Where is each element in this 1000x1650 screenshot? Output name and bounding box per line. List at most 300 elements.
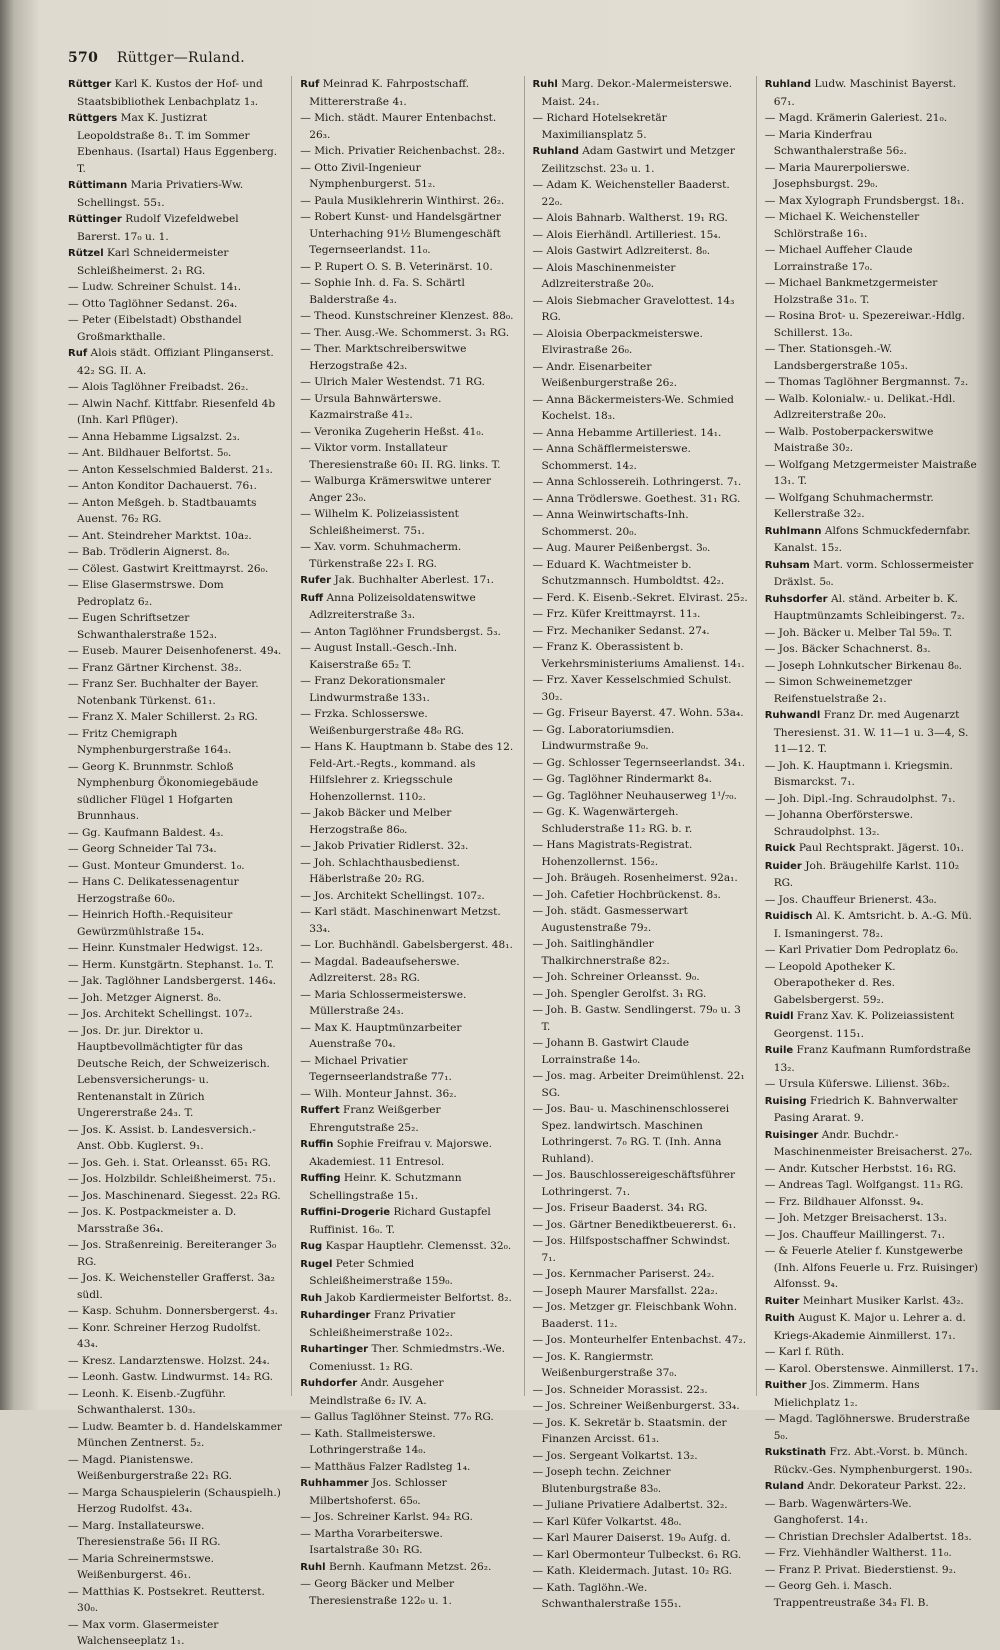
directory-entry [300,374,515,391]
entry-text: Max K. Justizrat Leopoldstraße 8₁. T. im Sommer Ebenhaus. (Isartal) Haus Eggenberg. T. [77,112,278,175]
directory-entry [765,942,980,959]
entry-text: — Franz K. Oberassistent b. Verkehrsministeriums Amalienst. 14₁. [532,641,745,670]
directory-entry [68,1518,283,1551]
entry-text: Alfons Schmuckfedernfabr. Kanalst. 15₂. [773,524,971,554]
entry-text: — Maria Kinderfrau Schwanthalerstraße 56₂. [764,128,907,157]
directory-entry [532,425,747,442]
entry-text: Franz Weißgerber Ehrengutstraße 25₂. [309,1104,441,1134]
entry-text: — Alois Siebmacher Gravelottest. 14₃ RG. [532,294,735,323]
directory-entry [765,193,980,210]
entry-surname: Ruider [764,860,802,872]
entry-surname: Rug [300,1241,323,1252]
entry-surname: Ruhl [300,1561,326,1573]
entry-text: — Richard Hotelsekretär Maximiliansplatz 5. [532,112,667,141]
entry-text: — Walb. Postoberpackerswitwe Maistraße 30₂. [764,425,934,454]
entry-text: — Leonh. K. Eisenb.-Zugführ. Schwanthalerst. 130₃. [68,1387,226,1416]
entry-text: — Jos. Hilfspostschaffner Schwindst. 7₁. [532,1235,731,1264]
directory-entry [765,391,980,424]
entry-text: — Bab. Trödlerin Aignerst. 8₀. [68,546,230,558]
entry-surname: Ruffert [300,1105,340,1116]
page-header [68,50,968,72]
entry-text: Sophie Freifrau v. Majorswe. Akademiest. 11 Entresol. [309,1138,493,1168]
entry-text: August K. Major u. Lehrer a. d. Kriegs-Akademie Ainmillerst. 17₁. [773,1312,966,1342]
entry-text: — Jos. Geh. i. Stat. Orleansst. 65₁ RG. [68,1156,271,1169]
entry-text: — Michael Privatier Tegernseerlandstraße 77₁. [300,1054,452,1083]
directory-entry [300,259,515,276]
entry-text: — Jos. Bauschlossereigeschäftsführer Lothringerst. 7₁. [532,1169,736,1198]
entry-text: — Gg. Laboratoriumsdien. Lindwurmstraße 9₀. [532,723,675,752]
directory-entry [300,1102,515,1136]
entry-text: — Michael Bankmetzgermeister Holzstraße 31₀. T. [764,277,938,306]
directory-entry [532,1068,747,1101]
entry-surname: Rufer [300,575,332,586]
entry-text: — Heinr. Kunstmaler Hedwigst. 12₃. [68,942,263,954]
directory-entry [532,177,747,210]
directory-entry [300,805,515,838]
entry-text: — Alois Bahnarb. Waltherst. 19₁ RG. [532,212,728,224]
directory-entry [532,441,747,474]
entry-text: — Michael Auffeher Claude Lorrainstraße 17₀. [764,244,913,273]
directory-entry [532,623,747,640]
entry-text: — Karl f. Rüth. [764,1346,845,1358]
directory-entry [300,1559,515,1577]
directory-entry [765,908,980,942]
directory-entry [532,1349,747,1382]
directory-entry [300,1204,515,1238]
entry-text: — Anna Schäfflermeisterswe. Schommerst. 14₂. [532,443,691,472]
directory-entry [300,624,515,641]
entry-text: — Ursula Küferswe. Lilienst. 36b₂. [764,1078,950,1090]
entry-text: — Jos. K. Weichensteller Grafferst. 3a₂ südl. [68,1272,275,1301]
entry-text: — Joseph techn. Zeichner Blutenburgstraße 83₀. [532,1466,671,1495]
entry-text: — Karl Maurer Daiserst. 19₀ Aufg. d. [532,1532,731,1544]
entry-text: Karl Schneidermeister Schleißheimerst. 2₁ RG. [77,247,229,277]
directory-entry [532,1283,747,1300]
entry-text: Alois städt. Offiziant Plinganserst. 42₂ SG. II. A. [77,347,274,377]
directory-entry [68,211,283,245]
directory-entry [68,1320,283,1353]
entry-text: Jak. Buchhalter Aberlest. 17₁. [334,574,495,586]
entry-text: — Martha Vorarbeiterswe. Isartalstraße 30₁ RG. [300,1527,443,1556]
entry-text: — Gallus Taglöhner Steinst. 77₀ RG. [300,1411,494,1423]
entry-text: — Maria Schreinermstswe. Weißenburgerst. 46₁. [68,1552,215,1581]
entry-text: — Joh. Cafetier Hochbrückenst. 8₃. [532,888,721,901]
directory-entry [532,392,747,425]
entry-text: — Karl städt. Maschinenwart Metzst. 33₄. [300,906,501,935]
entry-text: — Gg. K. Wagenwärtergeh. Schluderstraße 11₂ RG. b. r. [532,806,693,835]
directory-entry [532,474,747,491]
entry-text: — Konr. Schreiner Herzog Rudolfst. 43₄. [68,1321,261,1350]
entry-text: — & Feuerle Atelier f. Kunstgewerbe (Inh. Alfons Feuerle u. Frz. Ruisinger) Alfonsst. 9₄. [764,1245,978,1290]
entry-text: — Joh. Metzger Aignerst. 8₀. [68,991,222,1004]
directory-entry [68,544,283,561]
entry-text: — Jos. Maschinenard. Siegesst. 22₃ RG. [68,1189,281,1202]
entry-text: — Andreas Tagl. Wolfgangst. 11₃ RG. [764,1179,964,1191]
entry-text: — Wilhelm K. Polizeiassistent Schleißheimerst. 75₁. [300,508,459,537]
directory-entry [68,577,283,610]
column-divider [291,76,292,1396]
entry-surname: Ruhland [764,79,812,90]
entry-text: — Paula Musiklehrerin Winthirst. 26₂. [300,194,505,207]
entry-text: — Ludw. Schreiner Schulst. 14₁. [68,281,242,293]
directory-entry [532,1332,747,1349]
directory-entry [68,396,283,429]
entry-text: — Jos. Sergeant Volkartst. 13₂. [532,1449,698,1462]
entry-text: — Adam K. Weichensteller Baaderst. 22₀. [532,179,730,208]
entry-text: — Jos. Dr. jur. Direktor u. Hauptbevollmächtigter für das Deutsche Reich, der Schweizerisch. Lebensversicherungs- u. Rentenanstalt in Zürich Ungererstraße 24₃. T. [68,1024,270,1119]
directory-entry [532,1299,747,1332]
directory-entry [765,457,980,490]
directory-entry [765,858,980,892]
running-title: Rüttger—Ruland. [116,50,245,66]
entry-text: — Viktor vorm. Installateur Theresienstraße 60₁ II. RG. links. T. [300,442,501,471]
directory-entry [532,326,747,359]
directory-entry [68,841,283,858]
directory-entry [532,110,747,143]
directory-entry [68,279,283,296]
directory-entry [765,127,980,160]
entry-surname: Ruhwandl [764,710,821,721]
directory-entry [300,673,515,706]
directory-entry [68,1485,283,1518]
directory-entry [765,374,980,391]
entry-surname: Rüttger [68,79,112,90]
directory-entry [300,110,515,143]
entry-surname: Ruick [764,843,796,854]
directory-entry [300,1576,515,1609]
directory-entry [68,1204,283,1237]
entry-text: — Joseph Lohnkutscher Birkenau 8₀. [764,659,963,672]
entry-text: — Georg Geh. i. Masch. Trappentreustraße 34₃ Fl. B. [764,1580,929,1609]
entry-text: — Magdal. Badeaufseherswe. Adlzreiterst. 28₃ RG. [300,955,460,984]
directory-entry [765,1344,980,1361]
entry-text: — Joh. Saitlinghändler Thalkirchnerstraße 82₂. [532,938,670,967]
entry-text: — Ulrich Maler Westendst. 71 RG. [300,376,485,388]
directory-entry [765,1578,980,1611]
directory-entry [765,242,980,275]
directory-entry [765,1478,980,1496]
entry-text: — Rosina Brot- u. Spezereiwar.-Hdlg. Schillerst. 13₀. [764,310,966,339]
directory-entry [300,391,515,424]
entry-text: — Jos. Straßenreinig. Bereiteranger 3₀ RG. [68,1239,277,1268]
entry-text: Maria Privatiers-Ww. Schellingst. 55₁. [77,179,244,209]
entry-text: — Franz Gärtner Kirchenst. 38₂. [68,661,242,674]
entry-surname: Ruisinger [764,1129,819,1141]
directory-entry [765,1210,980,1227]
entry-surname: Ruhsdorfer [764,593,828,605]
directory-entry [532,1035,747,1068]
entry-text: — Michael K. Weichensteller Schlörstraße 16₁. [764,211,920,240]
entry-text: — Hans Magistrats-Registrat. Hohenzollernst. 156₂. [532,839,693,868]
directory-entry [765,959,980,1009]
entry-text: Ther. Schmiedmstrs.-We. Comeniusst. 1₂ RG. [309,1343,505,1373]
directory-entry [68,1006,283,1023]
entry-text: Franz Xav. K. Polizeiassistent Georgenst. 115₁. [773,1010,955,1040]
directory-entry [68,874,283,907]
entry-text: — Jos. K. Sekretär b. Staatsmin. der Finanzen Arcisst. 61₃. [532,1416,727,1445]
directory-entry [765,892,980,909]
entry-text: — Wolfgang Metzgermeister Maistraße 13₁. T. [764,458,977,487]
entry-text: — Alois Gastwirt Adlzreiterst. 8₀. [532,245,711,257]
directory-entry [765,76,980,110]
entry-text: — Ant. Bildhauer Belfortst. 5₀. [68,447,232,459]
directory-entry [532,606,747,623]
entry-text: — Anton Taglöhner Frundsbergst. 5₃. [300,625,501,638]
entry-text: — Jos. Metzger gr. Fleischbank Wohn. Baaderst. 11₂. [532,1301,737,1330]
directory-entry [300,473,515,506]
entry-text: — Joh. Bäcker u. Melber Tal 59₀. T. [764,626,953,639]
directory-entry [532,1233,747,1266]
entry-text: — Andr. Kutscher Herbstst. 16₁ RG. [764,1162,957,1175]
entry-text: Karl K. Kustos der Hof- und Staatsbibliothek Lenbachplatz 1₃. [77,78,263,108]
directory-entry [765,625,980,642]
directory-entry [68,296,283,313]
column-4 [764,76,980,1609]
entry-text: — Jos. Holzbildr. Schleißheimerst. 75₁. [68,1173,276,1185]
entry-text: — Georg Bäcker und Melber Theresienstraße 122₀ u. 1. [300,1578,455,1607]
entry-text: Rudolf Vizefeldwebel Barerst. 17₀ u. 1. [77,213,239,243]
directory-entry [300,539,515,572]
entry-text: — Ther. Marktschreiberswitwe Herzogstraße 42₃. [300,343,467,372]
entry-text: — Jak. Taglöhner Landsbergerst. 146₄. [68,975,277,987]
directory-entry [68,1617,283,1650]
directory-entry [300,904,515,937]
directory-entry [532,1382,747,1399]
directory-entry [532,969,747,986]
directory-entry [300,1526,515,1559]
entry-text: — Joh. Dipl.-Ing. Schraudolphst. 7₁. [764,792,956,805]
directory-entry [300,590,515,624]
entry-text: — Jos. Bäcker Schachnerst. 8₃. [764,643,931,655]
directory-entry [532,1464,747,1497]
directory-entry [68,76,283,110]
entry-text: — Anna Hebamme Artilleriest. 14₁. [532,426,722,439]
directory-entry [68,478,283,495]
directory-entry [532,804,747,837]
entry-text: — Max K. Hauptmünzarbeiter Auenstraße 70₄. [300,1021,462,1050]
directory-entry [300,275,515,308]
entry-surname: Rüttimann [68,180,128,191]
directory-entry [300,1053,515,1086]
directory-entry [300,640,515,673]
entry-text: Franz Kaufmann Rumfordstraße 13₂. [773,1044,971,1074]
entry-text: — Joh. Schlachthausbedienst. Häberlstraße 20₂ RG. [300,856,460,885]
entry-surname: Ruith [764,1313,795,1324]
entry-text: — Jos. K. Rangiermstr. Weißenburgerstraße 37₀. [532,1350,677,1379]
entry-text: — Anna Schlossereih. Lothringerst. 7₁. [532,476,742,488]
directory-entry [532,837,747,870]
directory-entry [765,840,980,858]
directory-entry [532,227,747,244]
directory-entry [300,937,515,954]
entry-text: Paul Rechtsprakt. Jägerst. 10₁. [798,842,964,854]
entry-text: — Gust. Monteur Gmunderst. 1₀. [68,859,245,872]
entry-text: — Walb. Kolonialw.- u. Delikat.-Hdl. Adlzreiterstraße 20₀. [764,392,956,421]
directory-entry [532,243,747,260]
entry-text: — Kath. Taglöhn.-We. Schwanthalerstraße 155₁. [532,1581,682,1610]
column-divider [756,76,757,1396]
directory-entry [532,870,747,887]
directory-entry [300,1290,515,1308]
directory-entry [532,1497,747,1514]
entry-text: — Jos. Schneider Morassist. 22₃. [532,1383,708,1396]
entry-text: — Peter (Eibelstadt) Obsthandel Großmarkthalle. [68,314,242,343]
entry-surname: Ruile [764,1045,794,1056]
entry-text: — Jos. K. Postpackmeister a. D. Marsstraße 36₄. [68,1206,237,1235]
directory-entry [300,572,515,590]
entry-text: Bernh. Kaufmann Metzst. 26₂. [328,1560,492,1573]
directory-entry [68,1155,283,1172]
entry-text: — Eugen Schriftsetzer Schwanthalerstraße 152₃. [68,612,217,641]
entry-surname: Ruffing [300,1173,341,1184]
entry-text: — Georg Schneider Tal 73₄. [68,843,217,855]
directory-entry [765,1194,980,1211]
directory-entry [68,345,283,379]
entry-text: — Kath. Kleidermach. Jutast. 10₂ RG. [532,1565,732,1577]
entry-text: — Joh. Metzger Breisacherst. 13₃. [764,1212,948,1224]
entry-text: — Anton Meßgeh. b. Stadtbauamts Auenst. 76₂ RG. [68,496,257,525]
entry-surname: Ruising [764,1095,807,1107]
entry-text: — Magd. Krämerin Galeriest. 21₀. [764,112,948,124]
entry-text: — Robert Kunst- und Handelsgärtner Unterhaching 91½ Blumengeschäft Tegernseerlandst. 11₀. [300,211,501,256]
directory-entry [300,987,515,1020]
entry-text: Meinrad K. Fahrpostschaff. Mittererstraße 4₁. [309,78,469,108]
entry-text: — Jos. Kernmacher Pariserst. 24₂. [532,1268,715,1280]
directory-entry [765,1444,980,1478]
directory-entry [68,990,283,1007]
directory-entry [68,643,283,660]
entry-text: — Jos. Bau- u. Maschinenschlosserei Spez. landwirtsch. Maschinen Lothringerst. 7₀ RG. T. (Inh. Anna Ruhland). [532,1103,730,1165]
directory-entry [300,1341,515,1375]
entry-text: — Gg. Kaufmann Baldest. 4₃. [68,826,224,839]
directory-entry [532,76,747,110]
directory-entry [300,1170,515,1204]
directory-entry [68,1551,283,1584]
entry-text: — Aloisia Oberpackmeisterswe. Elvirastraße 26₀. [532,327,703,356]
entry-text: — Christian Drechsler Adalbertst. 18₃. [764,1530,972,1543]
entry-text: Mart. vorm. Schlossermeister Dräxlst. 5₀. [773,558,974,588]
entry-text: — Eduard K. Wachtmeister b. Schutzmannsch. Humboldtst. 42₂. [532,558,725,587]
entry-surname: Ruland [764,1481,804,1492]
entry-text: — Ther. Stationsgeh.-W. Landsbergerstraße 105₃. [764,343,908,372]
directory-entry [68,726,283,759]
directory-entry [68,462,283,479]
directory-entry [300,1475,515,1509]
directory-entry [532,788,747,805]
entry-text: — Mich. Privatier Reichenbachst. 28₂. [300,145,506,157]
entry-text: — Joseph Maurer Marsfallst. 22a₂. [532,1284,718,1297]
directory-entry [68,379,283,396]
entry-text: Marg. Dekor.-Malermeisterswe. Maist. 24₁. [541,78,733,108]
directory-entry [765,807,980,840]
entry-text: — Euseb. Maurer Deisenhofenerst. 49₄. [68,645,282,657]
entry-text: — Jos. Schreiner Weißenburgerst. 33₄. [532,1400,740,1412]
entry-text: — Matthias K. Postsekret. Reutterst. 30₀. [68,1585,265,1614]
entry-text: — Karol. Oberstenswe. Ainmillerst. 17₁. [764,1362,979,1375]
directory-entry [765,758,980,791]
entry-text: — Veronika Zugeherin Heßst. 41₀. [300,425,484,438]
entry-text: — Gg. Taglöhner Neuhauserweg 1¹/₇₀. [532,789,737,802]
directory-entry [68,312,283,345]
directory-entry [532,755,747,772]
directory-entry [765,209,980,242]
directory-entry [68,495,283,528]
directory-entry [300,1256,515,1290]
directory-entry [68,429,283,446]
directory-entry [68,660,283,677]
directory-entry [765,1177,980,1194]
entry-text: — Jos. Chauffeur Brienerst. 43₀. [764,893,937,906]
directory-entry [532,1448,747,1465]
directory-entry [300,739,515,805]
directory-entry [300,308,515,325]
entry-text: — Johann B. Gastwirt Claude Lorrainstraße 14₀. [532,1037,690,1066]
entry-text: — Jos. Chauffeur Maillingerst. 7₁. [764,1228,946,1241]
directory-entry [68,759,283,825]
directory-entry [68,957,283,974]
directory-entry [68,177,283,211]
directory-entry [532,1415,747,1448]
entry-text: — Johanna Oberförsterswe. Schraudolphst. 13₂. [764,809,914,838]
entry-surname: Ruhhammer [300,1478,369,1489]
directory-entry [765,1377,980,1411]
directory-entry [765,1227,980,1244]
directory-entry [532,491,747,508]
directory-entry [765,1127,980,1161]
entry-text: — Thomas Taglöhner Bergmannst. 7₂. [764,376,969,388]
entry-text: Heinr. K. Schutzmann Schellingstraße 15₁. [309,1172,462,1202]
directory-entry [68,709,283,726]
directory-entry [532,705,747,722]
directory-entry [532,293,747,326]
directory-entry [765,707,980,758]
directory-entry [532,672,747,705]
entry-text: — Anna Hebamme Ligsalzst. 2₃. [68,430,240,443]
entry-text: — Kath. Stallmeisterswe. Lothringerstraße 14₀. [300,1427,436,1456]
entry-surname: Rugel [300,1258,333,1270]
column-2 [300,76,515,1607]
directory-entry [765,275,980,308]
entry-text: — Kasp. Schuhm. Donnersbergerst. 4₃. [68,1305,278,1317]
directory-entry [300,193,515,210]
entry-text: — Magd. Taglöhnerswe. Bruderstraße 5₀. [764,1413,970,1442]
entry-text: — Heinrich Hofth.-Requisiteur Gewürzmühlstraße 15₄. [68,909,233,938]
entry-text: — Frz. Xaver Kesselschmied Schulst. 30₂. [532,674,732,703]
entry-surname: Ruidisch [764,911,813,922]
directory-entry [68,825,283,842]
entry-text: — Ferd. K. Eisenb.-Sekret. Elvirast. 25₂. [532,591,748,604]
directory-entry [68,561,283,578]
entry-surname: Ruidl [764,1011,794,1022]
entry-text: Anna Polizeisoldatenswitwe Adlzreiterstraße 3₃. [309,591,476,621]
column-1 [68,76,283,1647]
directory-entry [765,641,980,658]
directory-entry [532,507,747,540]
directory-columns [68,76,980,1647]
entry-text: — Herm. Kunstgärtn. Stephanst. 1₀. T. [68,958,274,971]
entry-text: — Jakob Privatier Ridlerst. 32₃. [300,840,469,852]
directory-entry [68,110,283,177]
directory-entry [300,424,515,441]
entry-text: — Joh. städt. Gasmesserwart Augustenstraße 79₂. [532,905,688,934]
entry-text: — Gg. Taglöhner Rindermarkt 8₄. [532,773,712,785]
entry-surname: Ruhlmann [764,525,822,537]
entry-surname: Rukstinath [764,1447,827,1458]
directory-entry [532,639,747,672]
entry-text: Al. K. Amtsricht. b. A.-G. Mü. I. Ismaningerst. 78₂. [773,910,972,940]
directory-entry [68,445,283,462]
entry-surname: Ruhardinger [300,1310,371,1321]
